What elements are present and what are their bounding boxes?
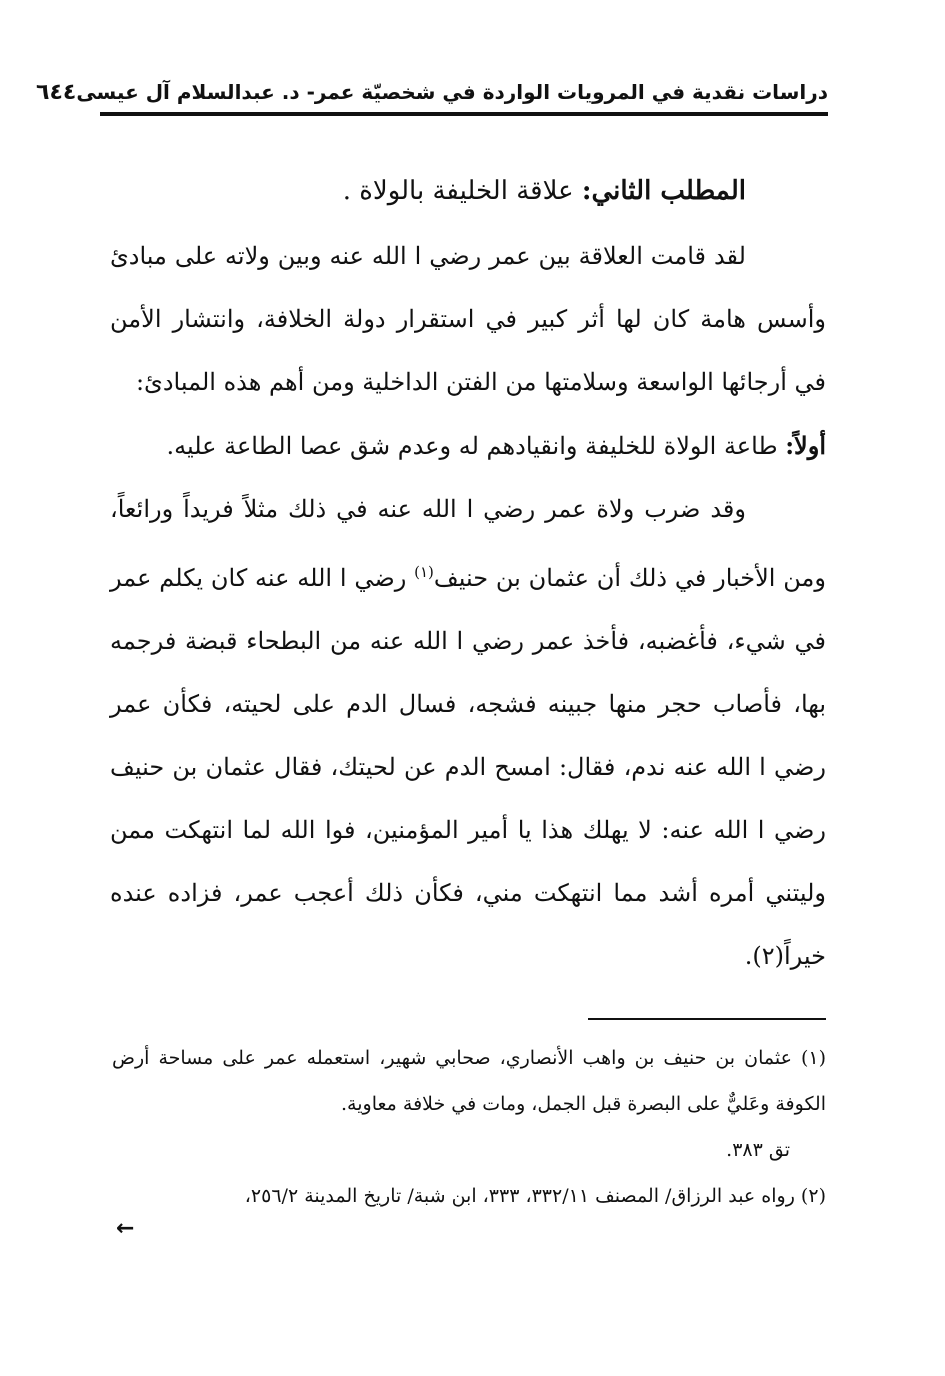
running-header xyxy=(36,72,828,112)
section-title: علاقة الخليفة بالولاة . xyxy=(342,176,574,206)
section-label: المطلب الثاني: xyxy=(581,176,746,206)
paragraph-3-end: . xyxy=(744,942,753,970)
footnote-ref-1: (١) xyxy=(414,563,434,581)
footnotes xyxy=(112,1035,826,1239)
page-number: ٦٤٤ xyxy=(36,79,77,105)
header-rule xyxy=(100,112,828,116)
footnote-2: (٢) رواه عبد الرزاق/ المصنف ٣٣٢/١١، ٣٣٣، ابن شبة/ تاريخ المدينة ٢٥٦/٢، xyxy=(244,1185,826,1207)
footnote-separator xyxy=(588,1018,826,1020)
footnote-ref-2: (٢) xyxy=(752,942,784,970)
paragraph-3 xyxy=(110,478,826,988)
paragraph-1: لقد قامت العلاقة بين عمر رضي ا الله عنه وبين ولاته على مبادئ وأسس هامة كان لها أثر كبير في استقرار دولة الخلافة، وانتشار الأمن في أرجائها الواسعة وسلامتها من الفتن الداخلية ومن أهم هذه المبادئ: xyxy=(110,242,826,396)
paragraph-3-part-2: رضي ا الله عنه كان يكلم عمر في شيء، فأغضبه، فأخذ عمر رضي ا الله عنه من البطحاء قبضة فرجمه بها، فأصاب حجر منها جبينه فشجه، فسال الدم على لحيته، فكأن عمر رضي ا الله عنه ندم، فقال: امسح الدم عن لحيتك، فقال عثمان بن حنيف رضي ا الله عنه: لا يهلك هذا يا أمير المؤمنين، فوا الله لما انتهكت ممن وليتني أمره أشد مما انتهكت مني، فكأن ذلك أعجب عمر، فزاده عنده خيراً xyxy=(110,564,827,970)
header-title: دراسات نقدية في المرويات الواردة في شخصيّة عمر- د. عبدالسلام آل عيسى xyxy=(76,80,828,104)
continue-arrow-icon: ← xyxy=(116,1216,135,1241)
paragraph-2 xyxy=(110,414,826,478)
footnote-1-reference: تق ٣٨٣. xyxy=(726,1139,790,1161)
paragraph-2-text: طاعة الولاة للخليفة وانقيادهم له وعدم شق عصا الطاعة عليه. xyxy=(166,432,778,460)
section-heading xyxy=(110,160,826,223)
footnote-1: (١) عثمان بن حنيف بن واهب الأنصاري، صحابي شهير، استعمله عمر على مساحة أرض الكوفة وعَليٌّ على البصرة قبل الجمل، ومات في خلافة معاوية. xyxy=(112,1047,826,1115)
paragraph-3-part-1: وقد ضرب ولاة عمر رضي ا الله عنه في ذلك مثلاً فريداً ورائعاً، ومن الأخبار في ذلك أن عثمان بن حنيف xyxy=(110,495,826,592)
paragraph-2-lead: أولاً: xyxy=(785,431,826,460)
main-text xyxy=(110,160,826,988)
